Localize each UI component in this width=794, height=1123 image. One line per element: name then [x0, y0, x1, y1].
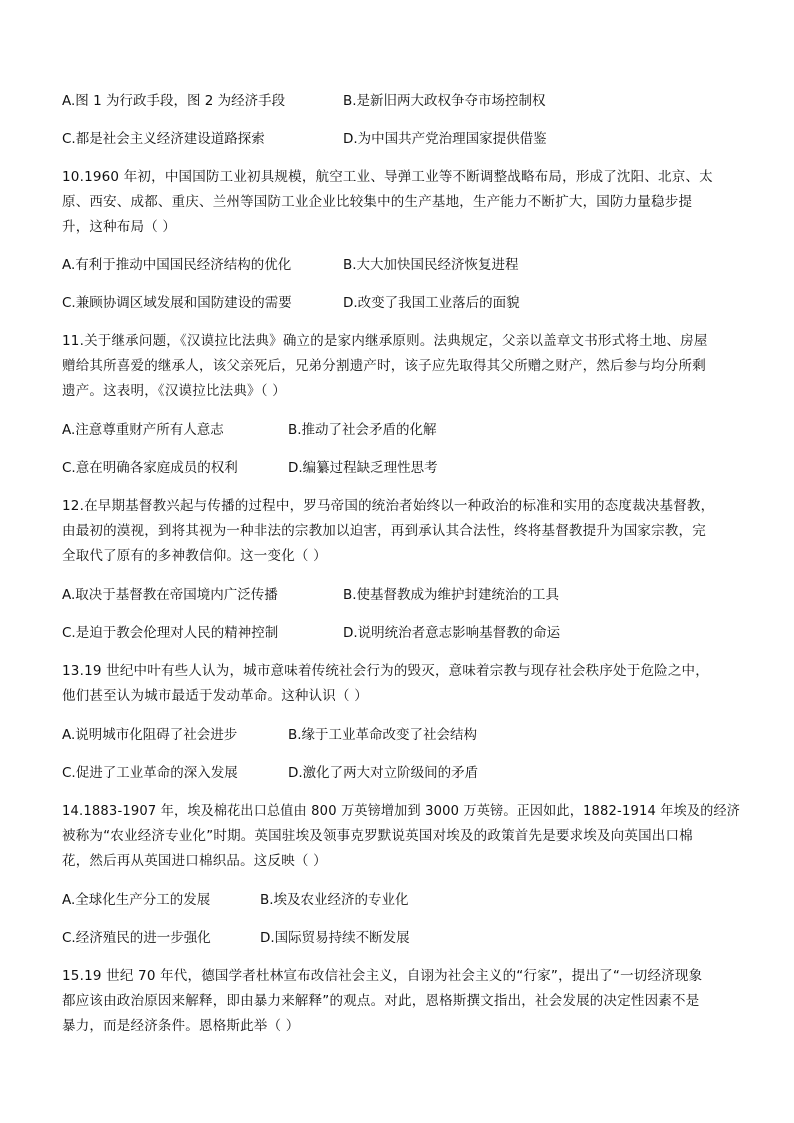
q14-stem-line-2: 被称为“农业经济专业化”时期。英国驻埃及领事克罗默说英国对埃及的政策首先是要求埃及向英国出口棉: [62, 828, 693, 844]
q13-option-c: C.促进了工业革命的深入发展: [62, 765, 238, 781]
q9-option-d: D.为中国共产党治理国家提供借鉴: [343, 131, 547, 147]
q10-stem-line-3: 升，这种布局（ ）: [62, 219, 177, 235]
q12-stem-line-2: 由最初的漠视，到将其视为一种非法的宗教加以迫害，再到承认其合法性，终将基督教提升为国家宗教，完: [62, 523, 706, 539]
q13-stem-line-2: 他们甚至认为城市最适于发动革命。这种认识（ ）: [62, 688, 368, 704]
q13-option-a: A.说明城市化阻碍了社会进步: [62, 727, 238, 743]
q14-option-a: A.全球化生产分工的发展: [62, 892, 211, 908]
q13-option-b: B.缘于工业革命改变了社会结构: [288, 727, 478, 743]
q15-stem-line-3: 暴力，而是经济条件。恩格斯此举（ ）: [62, 1018, 300, 1034]
q11-stem-line-1: 11.关于继承问题，《汉谟拉比法典》确立的是家内继承原则。法典规定，父亲以盖章文书形式将土地、房屋: [62, 333, 708, 349]
q14-stem-line-3: 花，然后再从英国进口棉织品。这反映（ ）: [62, 853, 327, 869]
q12-option-d: D.说明统治者意志影响基督教的命运: [343, 625, 561, 641]
q10-stem-line-2: 原、西安、成都、重庆、兰州等国防工业企业比较集中的生产基地，生产能力不断扩大，国防力量稳步提: [62, 194, 693, 210]
q12-option-c: C.是迫于教会伦理对人民的精神控制: [62, 625, 279, 641]
q13-option-d: D.激化了两大对立阶级间的矛盾: [288, 765, 479, 781]
q9-option-a: A.图 1 为行政手段，图 2 为经济手段: [62, 93, 286, 109]
q10-option-c: C.兼顾协调区域发展和国防建设的需要: [62, 295, 292, 311]
q9-option-c: C.都是社会主义经济建设道路探索: [62, 131, 265, 147]
q13-stem-line-1: 13.19 世纪中叶有些人认为，城市意味着传统社会行为的毁灭，意味着宗教与现存社会秩序处于危险之中，: [62, 663, 709, 679]
q10-stem-line-1: 10.1960 年初，中国国防工业初具规模，航空工业、导弹工业等不断调整战略布局，形成了沈阳、北京、太: [62, 169, 713, 185]
q11-stem-line-3: 遗产。这表明，《汉谟拉比法典》（ ）: [62, 383, 286, 399]
q12-option-a: A.取决于基督教在帝国境内广泛传播: [62, 587, 278, 603]
q12-stem-line-1: 12.在早期基督教兴起与传播的过程中，罗马帝国的统治者始终以一种政治的标准和实用的态度裁决基督教，: [62, 498, 715, 514]
q11-option-d: D.编纂过程缺乏理性思考: [288, 460, 438, 476]
q11-option-a: A.注意尊重财产所有人意志: [62, 422, 224, 438]
q9-option-b: B.是新旧两大政权争夺市场控制权: [343, 93, 546, 109]
q11-option-b: B.推动了社会矛盾的化解: [288, 422, 437, 438]
q10-option-b: B.大大加快国民经济恢复进程: [343, 257, 519, 273]
q12-option-b: B.使基督教成为维护封建统治的工具: [343, 587, 560, 603]
q10-option-a: A.有利于推动中国国民经济结构的优化: [62, 257, 292, 273]
q10-option-d: D.改变了我国工业落后的面貌: [343, 295, 520, 311]
q12-stem-line-3: 全取代了原有的多神教信仰。这一变化（ ）: [62, 548, 327, 564]
q15-stem-line-1: 15.19 世纪 70 年代，德国学者杜林宣布改信社会主义，自诩为社会主义的“行家”，提出了“一切经济现象: [62, 968, 703, 984]
q14-option-d: D.国际贸易持续不断发展: [260, 930, 410, 946]
q15-stem-line-2: 都应该由政治原因来解释，即由暴力来解释”的观点。对此，恩格斯撰文指出，社会发展的决定性因素不是: [62, 993, 700, 1009]
q11-stem-line-2: 赠给其所喜爱的继承人，该父亲死后，兄弟分割遗产时，该子应先取得其父所赠之财产，然后参与均分所剩: [62, 358, 706, 374]
q14-option-c: C.经济殖民的进一步强化: [62, 930, 211, 946]
q14-stem-line-1: 14.1883-1907 年，埃及棉花出口总值由 800 万英镑增加到 3000 万英镑。正因如此，1882-1914 年埃及的经济: [62, 803, 741, 819]
q11-option-c: C.意在明确各家庭成员的权利: [62, 460, 238, 476]
q14-option-b: B.埃及农业经济的专业化: [260, 892, 409, 908]
